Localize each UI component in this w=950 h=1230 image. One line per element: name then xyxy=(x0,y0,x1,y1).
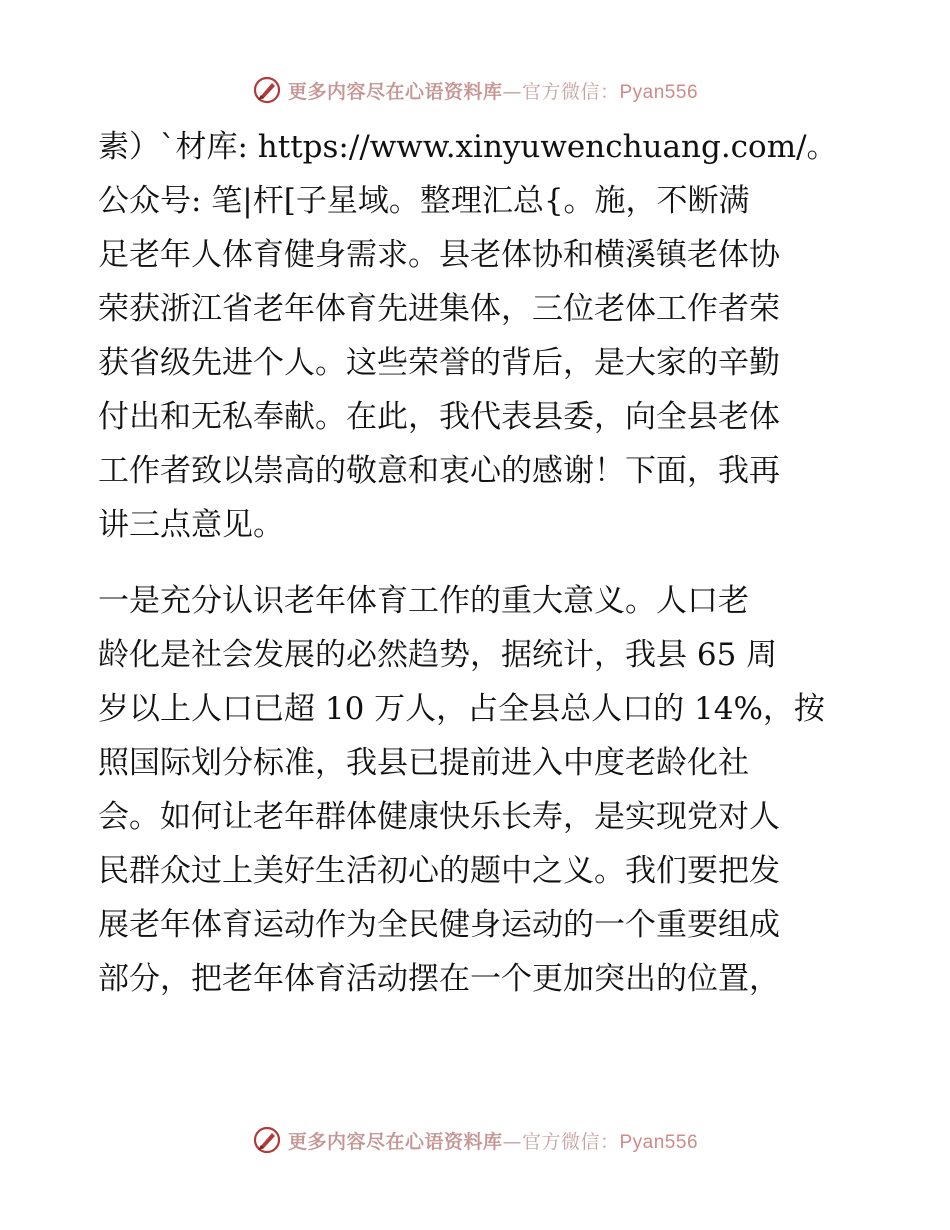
pen-logo-icon xyxy=(252,75,282,105)
watermark-text xyxy=(288,77,698,104)
watermark-dash: — xyxy=(502,80,522,103)
watermark-text xyxy=(288,1127,698,1154)
text-line: 获省级先进个人。这些荣誉的背后，是大家的辛勤 xyxy=(98,345,780,381)
text-line: 公众号: 笔|杆[子星域。整理汇总{。施，不断满 xyxy=(98,183,750,219)
text-line: 会。如何让老年群体健康快乐长寿，是实现党对人 xyxy=(98,799,780,835)
paragraph-gap xyxy=(98,552,858,574)
text-line: 素）`材库: https://www.xinyuwenchuang.com/。 xyxy=(98,129,838,165)
footer-watermark xyxy=(0,1120,950,1160)
watermark-prefix: 更多内容尽在心语资料库 xyxy=(287,80,503,103)
text-line: 民群众过上美好生活初心的题中之义。我们要把发 xyxy=(98,853,780,889)
text-line: 讲三点意见。 xyxy=(98,507,284,543)
text-line: 一是充分认识老年体育工作的重大意义。人口老 xyxy=(98,583,749,619)
text-line: 部分，把老年体育活动摆在一个更加突出的位置， xyxy=(98,961,780,997)
text-line: 足老年人体育健身需求。县老体协和横溪镇老体协 xyxy=(98,237,780,273)
text-line: 照国际划分标准，我县已提前进入中度老龄化社 xyxy=(98,745,749,781)
watermark-label: 官方微信： xyxy=(521,80,620,103)
document-body xyxy=(98,120,858,1006)
text-line: 工作者致以崇高的敬意和衷心的感谢！下面，我再 xyxy=(98,453,780,489)
text-line: 龄化是社会发展的必然趋势，据统计，我县 65 周 xyxy=(98,637,778,673)
text-line: 付出和无私奉献。在此，我代表县委，向全县老体 xyxy=(98,399,780,435)
watermark-prefix: 更多内容尽在心语资料库 xyxy=(287,1130,503,1153)
watermark-dash: — xyxy=(502,1130,522,1153)
watermark-wechat-id: Pyan556 xyxy=(619,1131,699,1153)
watermark-wechat-id: Pyan556 xyxy=(619,81,699,103)
text-line: 岁以上人口已超 10 万人，占全县总人口的 14%，按 xyxy=(98,691,825,727)
text-line: 荣获浙江省老年体育先进集体，三位老体工作者荣 xyxy=(98,291,780,327)
paragraph-1 xyxy=(98,120,858,552)
pen-logo-icon xyxy=(252,1125,282,1155)
text-line: 展老年体育运动作为全民健身运动的一个重要组成 xyxy=(98,907,780,943)
watermark-label: 官方微信： xyxy=(521,1130,620,1153)
header-watermark xyxy=(0,70,950,110)
paragraph-2 xyxy=(98,574,858,1006)
